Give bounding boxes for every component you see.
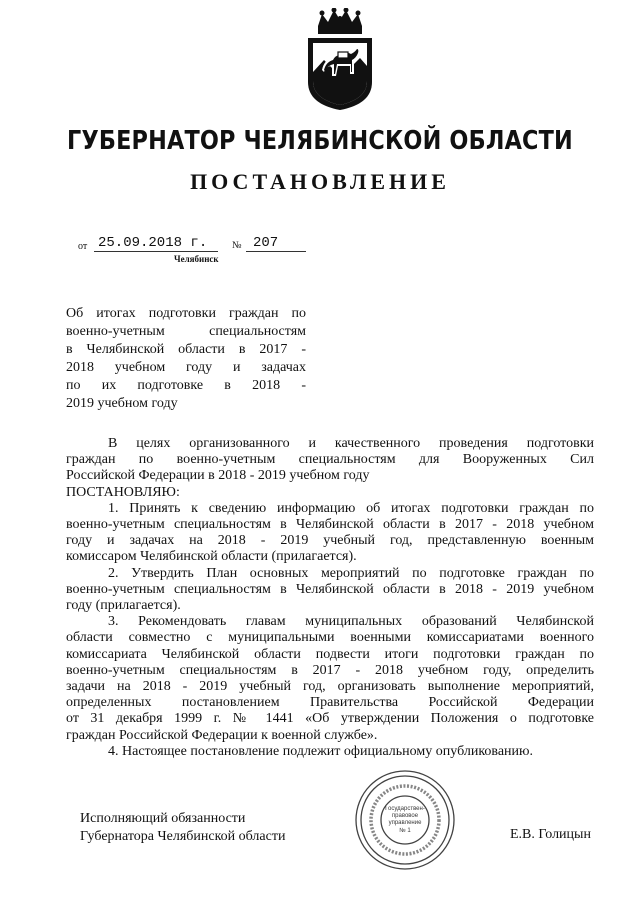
date-prefix-label: от	[78, 241, 88, 252]
official-seal-stamp	[350, 768, 460, 872]
signatory-position	[80, 810, 285, 846]
issuer-title: ГУБЕРНАТОР ЧЕЛЯБИНСКОЙ ОБЛАСТИ	[67, 126, 573, 156]
resolution-keyword: ПОСТАНОВЛЯЮ:	[66, 484, 180, 500]
body-line: Российской Федерации в 2018 - 2019 учебном году	[66, 468, 370, 484]
subject-line: 2019 учебном году	[66, 396, 178, 411]
body-line: от 31 декабря 1999 г. № 1441 «Об утверждении Положения о подготовке	[66, 711, 594, 727]
body-line: комиссариата Челябинской области подвести итоги подготовки граждан по	[66, 646, 594, 662]
subject-line: Об итогах подготовки граждан по	[66, 306, 306, 321]
signatory-name: Е.В. Голицын	[510, 827, 591, 842]
body-line: комиссаром Челябинской области (прилагается).	[66, 549, 357, 565]
body-line: задачи на 2018 - 2019 учебный год, организовать выполнение мероприятий,	[66, 679, 594, 695]
coat-of-arms-emblem	[294, 8, 386, 112]
body-line: 2. Утвердить План основных мероприятий по подготовке граждан по	[108, 565, 594, 581]
body-line: области совместно с муниципальными военными комиссариатами военного	[66, 630, 594, 646]
document-date: 25.09.2018 г.	[98, 235, 208, 251]
stamp-center-line: правовое	[391, 813, 419, 819]
subject-line: 2018 учебном году и задачах	[66, 360, 306, 375]
body-line: военно-учетным специальностям в Челябинской области в 2018 - 2019 учебном	[66, 581, 594, 597]
subject-line: по их подготовке в 2018 -	[66, 378, 306, 393]
stamp-center-line: Государствен-	[385, 806, 425, 812]
body-line: военно-учетным специальностям в 2017 - 2018 учебном году, определить	[66, 662, 594, 678]
body-line: граждан Российской Федерации к военной службе».	[66, 727, 378, 743]
body-line: определенных постановлением Правительства Российской Федерации	[66, 695, 594, 711]
document-number: 207	[253, 235, 279, 251]
subject-line: военно-учетным специальностям	[66, 324, 306, 339]
body-line: 4. Настоящее постановление подлежит официальному опубликованию.	[108, 743, 533, 759]
body-line: 1. Принять к сведению информацию об итогах подготовки граждан по	[108, 500, 594, 516]
signatory-position-line: Губернатора Челябинской области	[80, 829, 286, 844]
number-underline	[246, 251, 306, 252]
document-subject	[66, 305, 306, 413]
body-line: граждан по военно-учетным специальностям для Вооруженных Сил	[66, 452, 594, 468]
stamp-center-line: управление	[388, 820, 422, 826]
subject-line: в Челябинской области в 2017 -	[66, 342, 306, 357]
body-line: военно-учетным специальностям в Челябинской области в 2017 - 2018 учебном	[66, 517, 594, 533]
stamp-center-line: № 1	[399, 828, 411, 834]
date-underline	[94, 251, 218, 252]
number-prefix-label: №	[232, 240, 242, 251]
body-line: году (прилагается).	[66, 598, 181, 614]
signatory-position-line: Исполняющий обязанности	[80, 811, 246, 826]
document-type-heading: ПОСТАНОВЛЕНИЕ	[190, 169, 450, 194]
city-label: Челябинск	[174, 254, 219, 264]
body-line: году и задачах на 2018 - 2019 учебный год, представленную военным	[66, 533, 594, 549]
document-body	[66, 436, 594, 760]
body-line: В целях организованного и качественного проведения подготовки	[108, 436, 594, 451]
body-line: 3. Рекомендовать главам муниципальных образований Челябинской	[108, 614, 594, 630]
